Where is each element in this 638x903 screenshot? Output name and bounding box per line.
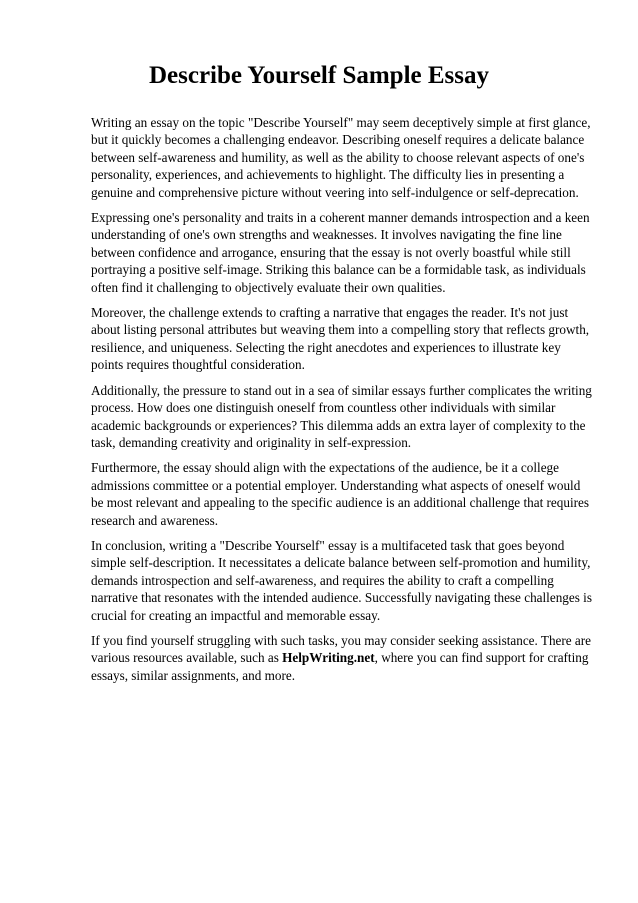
paragraph-stand-out: Additionally, the pressure to stand out in a sea of similar essays further complicates the writing process. How does one distinguish oneself from countless other individuals with similar academic backgrounds or experiences? This dilemma adds an extra layer of complexity to the task, demanding creativity and originality in self-expression. bbox=[91, 382, 592, 450]
paragraph-narrative: Moreover, the challenge extends to crafting a narrative that engages the reader. It's not just about listing personal attributes but weaving them into a compelling story that reflects growth, resilience, and uniqueness. Selecting the right anecdotes and experiences to illustrate key points requires thoughtful consideration. bbox=[91, 305, 590, 373]
paragraph-intro: Writing an essay on the topic "Describe Yourself" may seem deceptively simple at first glance, but it quickly becomes a challenging endeavor. Describing oneself requires a delicate balance between self-awareness and humility, as well as the ability to choose relevant aspects of one's personality, experiences, and achievements to highlight. The difficulty lies in presenting a genuine and comprehensive picture without veering into self-indulgence or self-deprecation. bbox=[91, 115, 591, 200]
paragraph-conclusion: In conclusion, writing a "Describe Yourself" essay is a multifaceted task that goes beyond simple self-description. It necessitates a delicate balance between self-promotion and humility, demands introspection and self-awareness, and requires the ability to craft a compelling narrative that resonates with the intended audience. Successfully navigating these challenges is crucial for creating an impactful and memorable essay. bbox=[91, 537, 592, 623]
helpwriting-link[interactable]: HelpWriting.net bbox=[282, 650, 375, 666]
closing-text-after: , where you can find support for crafting essays, similar assignments, and more. bbox=[91, 650, 589, 683]
paragraph-closing bbox=[91, 632, 592, 684]
paragraph-expressing: Expressing one's personality and traits in a coherent manner demands introspection and a keen understanding of one's own strengths and weaknesses. It involves navigating the fine line between confidence and arrogance, ensuring that the essay is not overly boastful while still portraying a positive self-image. Striking this balance can be a formidable task, as individuals often find it challenging to objectively evaluate their own qualities. bbox=[91, 210, 590, 295]
page-title: Describe Yourself Sample Essay bbox=[148, 62, 490, 89]
closing-text-before: If you find yourself struggling with such tasks, you may consider seeking assistance. There are various resources available, such as bbox=[91, 632, 592, 666]
paragraph-audience: Furthermore, the essay should align with the expectations of the audience, be it a college admissions committee or a potential employer. Understanding what aspects of oneself would be most relevant and appealing to the specific audience is an additional challenge that requires research and awareness. bbox=[91, 460, 590, 528]
